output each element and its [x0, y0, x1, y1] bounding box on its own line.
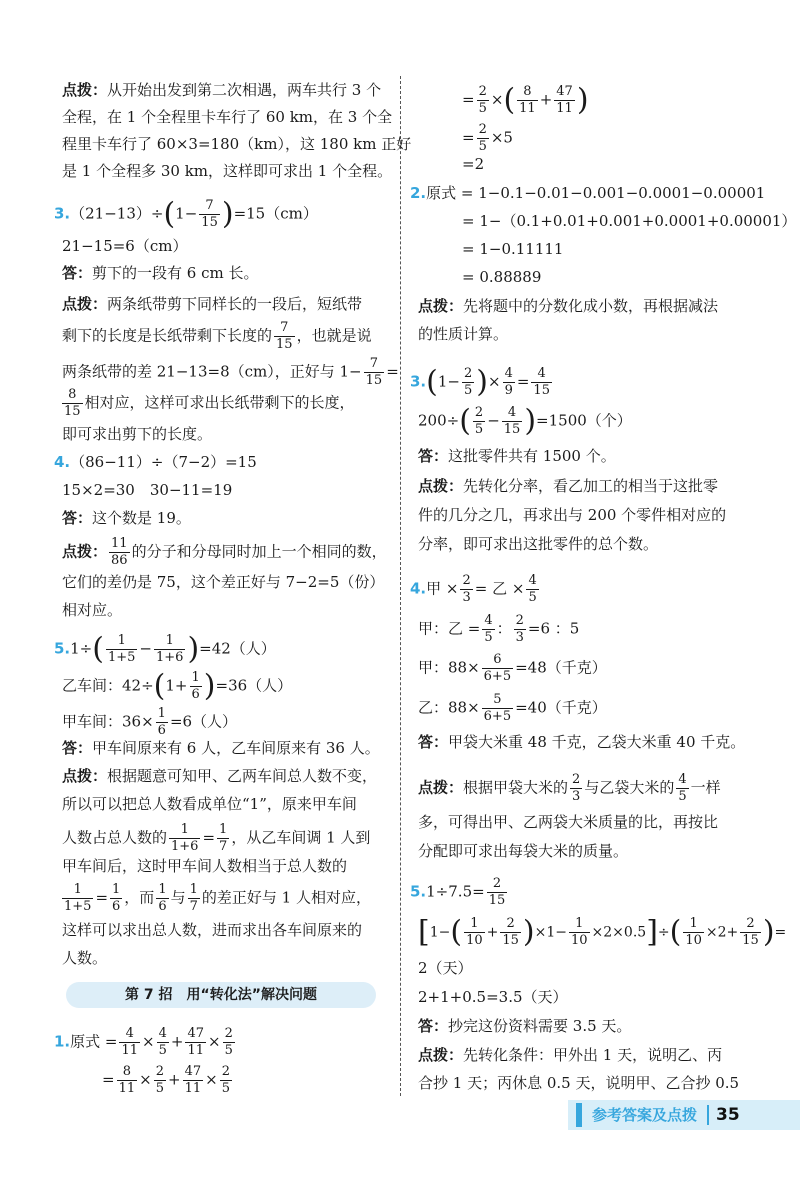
equation: [1−( $\frac{1}{10}$ + $\frac{2}{15}$ )×1− $\frac{1}{10}$ ×2×0.5]÷( $\frac{1}{10}$ ×2+ $\frac{2}{15}$ )=: [418, 914, 787, 950]
hint: 点拨：先将题中的分数化成小数，再根据减法: [418, 297, 719, 315]
answer: 答：这批零件共有 1500 个。: [418, 447, 616, 465]
text-line: 点拨：从开始出发到第二次相遇，两车共行 3 个: [62, 81, 382, 99]
equation: 4.甲 × $\frac{2}{3}$ = 乙 × $\frac{4}{5}$: [410, 573, 537, 605]
answer: 答：甲车间原来有 6 人，乙车间原来有 36 人。: [62, 739, 380, 757]
hint: 多，可得出甲、乙两袋大米质量的比，再按比: [418, 813, 719, 831]
equation: = 0.88889: [462, 268, 542, 286]
hint: 相对应。: [62, 601, 123, 619]
text-line: 程里卡车行了 60×3=180（km），这 180 km 正好: [62, 135, 412, 153]
hint: 所以可以把总人数看成单位“1”，原来甲车间: [62, 795, 357, 813]
hint: 人数占总人数的 $\frac{1}{1+6}$ = $\frac{1}{7}$ ，从乙车间调 1 人到: [62, 822, 371, 854]
text-line: 全程，在 1 个全程里卡车行了 60 km，在 3 个全: [62, 108, 393, 126]
answer: 答：抄完这份资料需要 3.5 天。: [418, 1017, 632, 1035]
equation: 乙：88× $\frac{5}{6+5}$ =40（千克）: [418, 692, 607, 724]
equation: 甲车间：36× $\frac{1}{6}$ =6（人）: [62, 706, 238, 738]
equation: 200÷( $\frac{2}{5}$ − $\frac{4}{15}$ )=1500（个）: [418, 403, 632, 439]
footer-label: 参考答案及点拨: [592, 1106, 698, 1124]
equation: = $\frac{2}{5}$ ×5: [462, 122, 513, 154]
hint: 剩下的长度是长纸带剩下长度的 $\frac{7}{15}$ ，也就是说: [62, 320, 372, 352]
footer-separator: [707, 1105, 709, 1125]
hint: 合抄 1 天；丙休息 0.5 天，说明甲、乙合抄 0.5: [418, 1074, 740, 1092]
hint: 分配即可求出每袋大米的质量。: [418, 842, 629, 860]
hint: 点拨：根据题意可知甲、乙两车间总人数不变，: [62, 767, 378, 785]
hint: 的性质计算。: [418, 325, 509, 343]
answer: 答：这个数是 19。: [62, 509, 191, 527]
equation: 4.（86−11）÷（7−2）=15: [54, 453, 257, 471]
equation: 乙车间：42÷(1+ $\frac{1}{6}$ )=36（人）: [62, 668, 293, 704]
hint: 点拨： $\frac{11}{86}$ 的分子和分母同时加上一个相同的数，: [62, 536, 387, 568]
equation: 5.1÷7.5= $\frac{2}{15}$: [410, 876, 506, 908]
hint: $\frac{1}{1+5}$ = $\frac{1}{6}$ ，而 $\frac{1}{6}$ 与 $\frac{1}{7}$ 的差正好与 1 人相对应，: [64, 882, 371, 914]
equation: =2: [462, 155, 485, 173]
equation: = 1−（0.1+0.01+0.001+0.0001+0.00001）: [462, 212, 797, 230]
hint: 点拨：先转化条件：甲外出 1 天，说明乙、丙: [418, 1046, 723, 1064]
footer-accent-bar: [576, 1103, 582, 1127]
equation: 3.(1− $\frac{2}{5}$ )× $\frac{4}{9}$ = $\frac{4}{15}$: [410, 364, 550, 400]
section-heading: 第 7 招 用“转化法”解决问题: [66, 982, 376, 1008]
hint: 点拨：先转化分率，看乙加工的相当于这批零: [418, 477, 719, 495]
hint: 两条纸带的差 21−13=8（cm），正好与 1− $\frac{7}{15}$ =: [62, 356, 399, 388]
answer: 答：甲袋大米重 48 千克，乙袋大米重 40 千克。: [418, 733, 746, 751]
hint: 人数。: [62, 949, 108, 967]
equation: 3.（21−13）÷(1− $\frac{7}{15}$ )=15（cm）: [54, 196, 318, 232]
hint: $\frac{8}{15}$ 相对应，这样可求出长纸带剩下的长度，: [64, 387, 355, 419]
equation: 2.原式 = 1−0.1−0.01−0.001−0.0001−0.00001: [410, 184, 766, 202]
equation: 2（天）: [418, 959, 473, 977]
hint: 分率，即可求出这批零件的总个数。: [418, 535, 659, 553]
page-number: 35: [716, 1105, 740, 1125]
answer: 答：剪下的一段有 6 cm 长。: [62, 264, 259, 282]
hint: 件的几分之几，再求出与 200 个零件相对应的: [418, 506, 727, 524]
equation: 15×2=30 30−11=19: [62, 481, 233, 499]
equation: = 1−0.11111: [462, 240, 564, 258]
column-divider: [400, 76, 401, 1096]
hint: 即可求出剪下的长度。: [62, 425, 213, 443]
equation: 甲：88× $\frac{6}{6+5}$ =48（千克）: [418, 652, 607, 684]
equation: = $\frac{8}{11}$ × $\frac{2}{5}$ + $\frac{47}{11}$ × $\frac{2}{5}$: [102, 1064, 230, 1096]
hint: 点拨：两条纸带剪下同样长的一段后，短纸带: [62, 295, 363, 313]
equation: 5.1÷( $\frac{1}{1+5}$ − $\frac{1}{1+6}$ )=42（人）: [54, 631, 276, 667]
text-line: 是 1 个全程多 30 km，这样即可求出 1 个全程。: [62, 162, 393, 180]
equation: 2+1+0.5=3.5（天）: [418, 988, 568, 1006]
equation: 甲：乙 = $\frac{4}{5}$ ： $\frac{2}{3}$ =6 ：5: [418, 613, 580, 645]
hint: 甲车间后，这时甲车间人数相当于总人数的: [62, 857, 348, 875]
equation: 21−15=6（cm）: [62, 237, 188, 255]
hint: 这样可以求出总人数，进而求出各车间原来的: [62, 921, 363, 939]
hint: 它们的差仍是 75，这个差正好与 7−2=5（份）: [62, 573, 385, 591]
hint: 点拨：根据甲袋大米的 $\frac{2}{3}$ 与乙袋大米的 $\frac{4}{5}$ 一样: [418, 772, 721, 804]
equation: = $\frac{2}{5}$ ×( $\frac{8}{11}$ + $\frac{47}{11}$ ): [462, 82, 589, 118]
equation: 1.原式 = $\frac{4}{11}$ × $\frac{4}{5}$ + $\frac{47}{11}$ × $\frac{2}{5}$: [54, 1026, 233, 1058]
